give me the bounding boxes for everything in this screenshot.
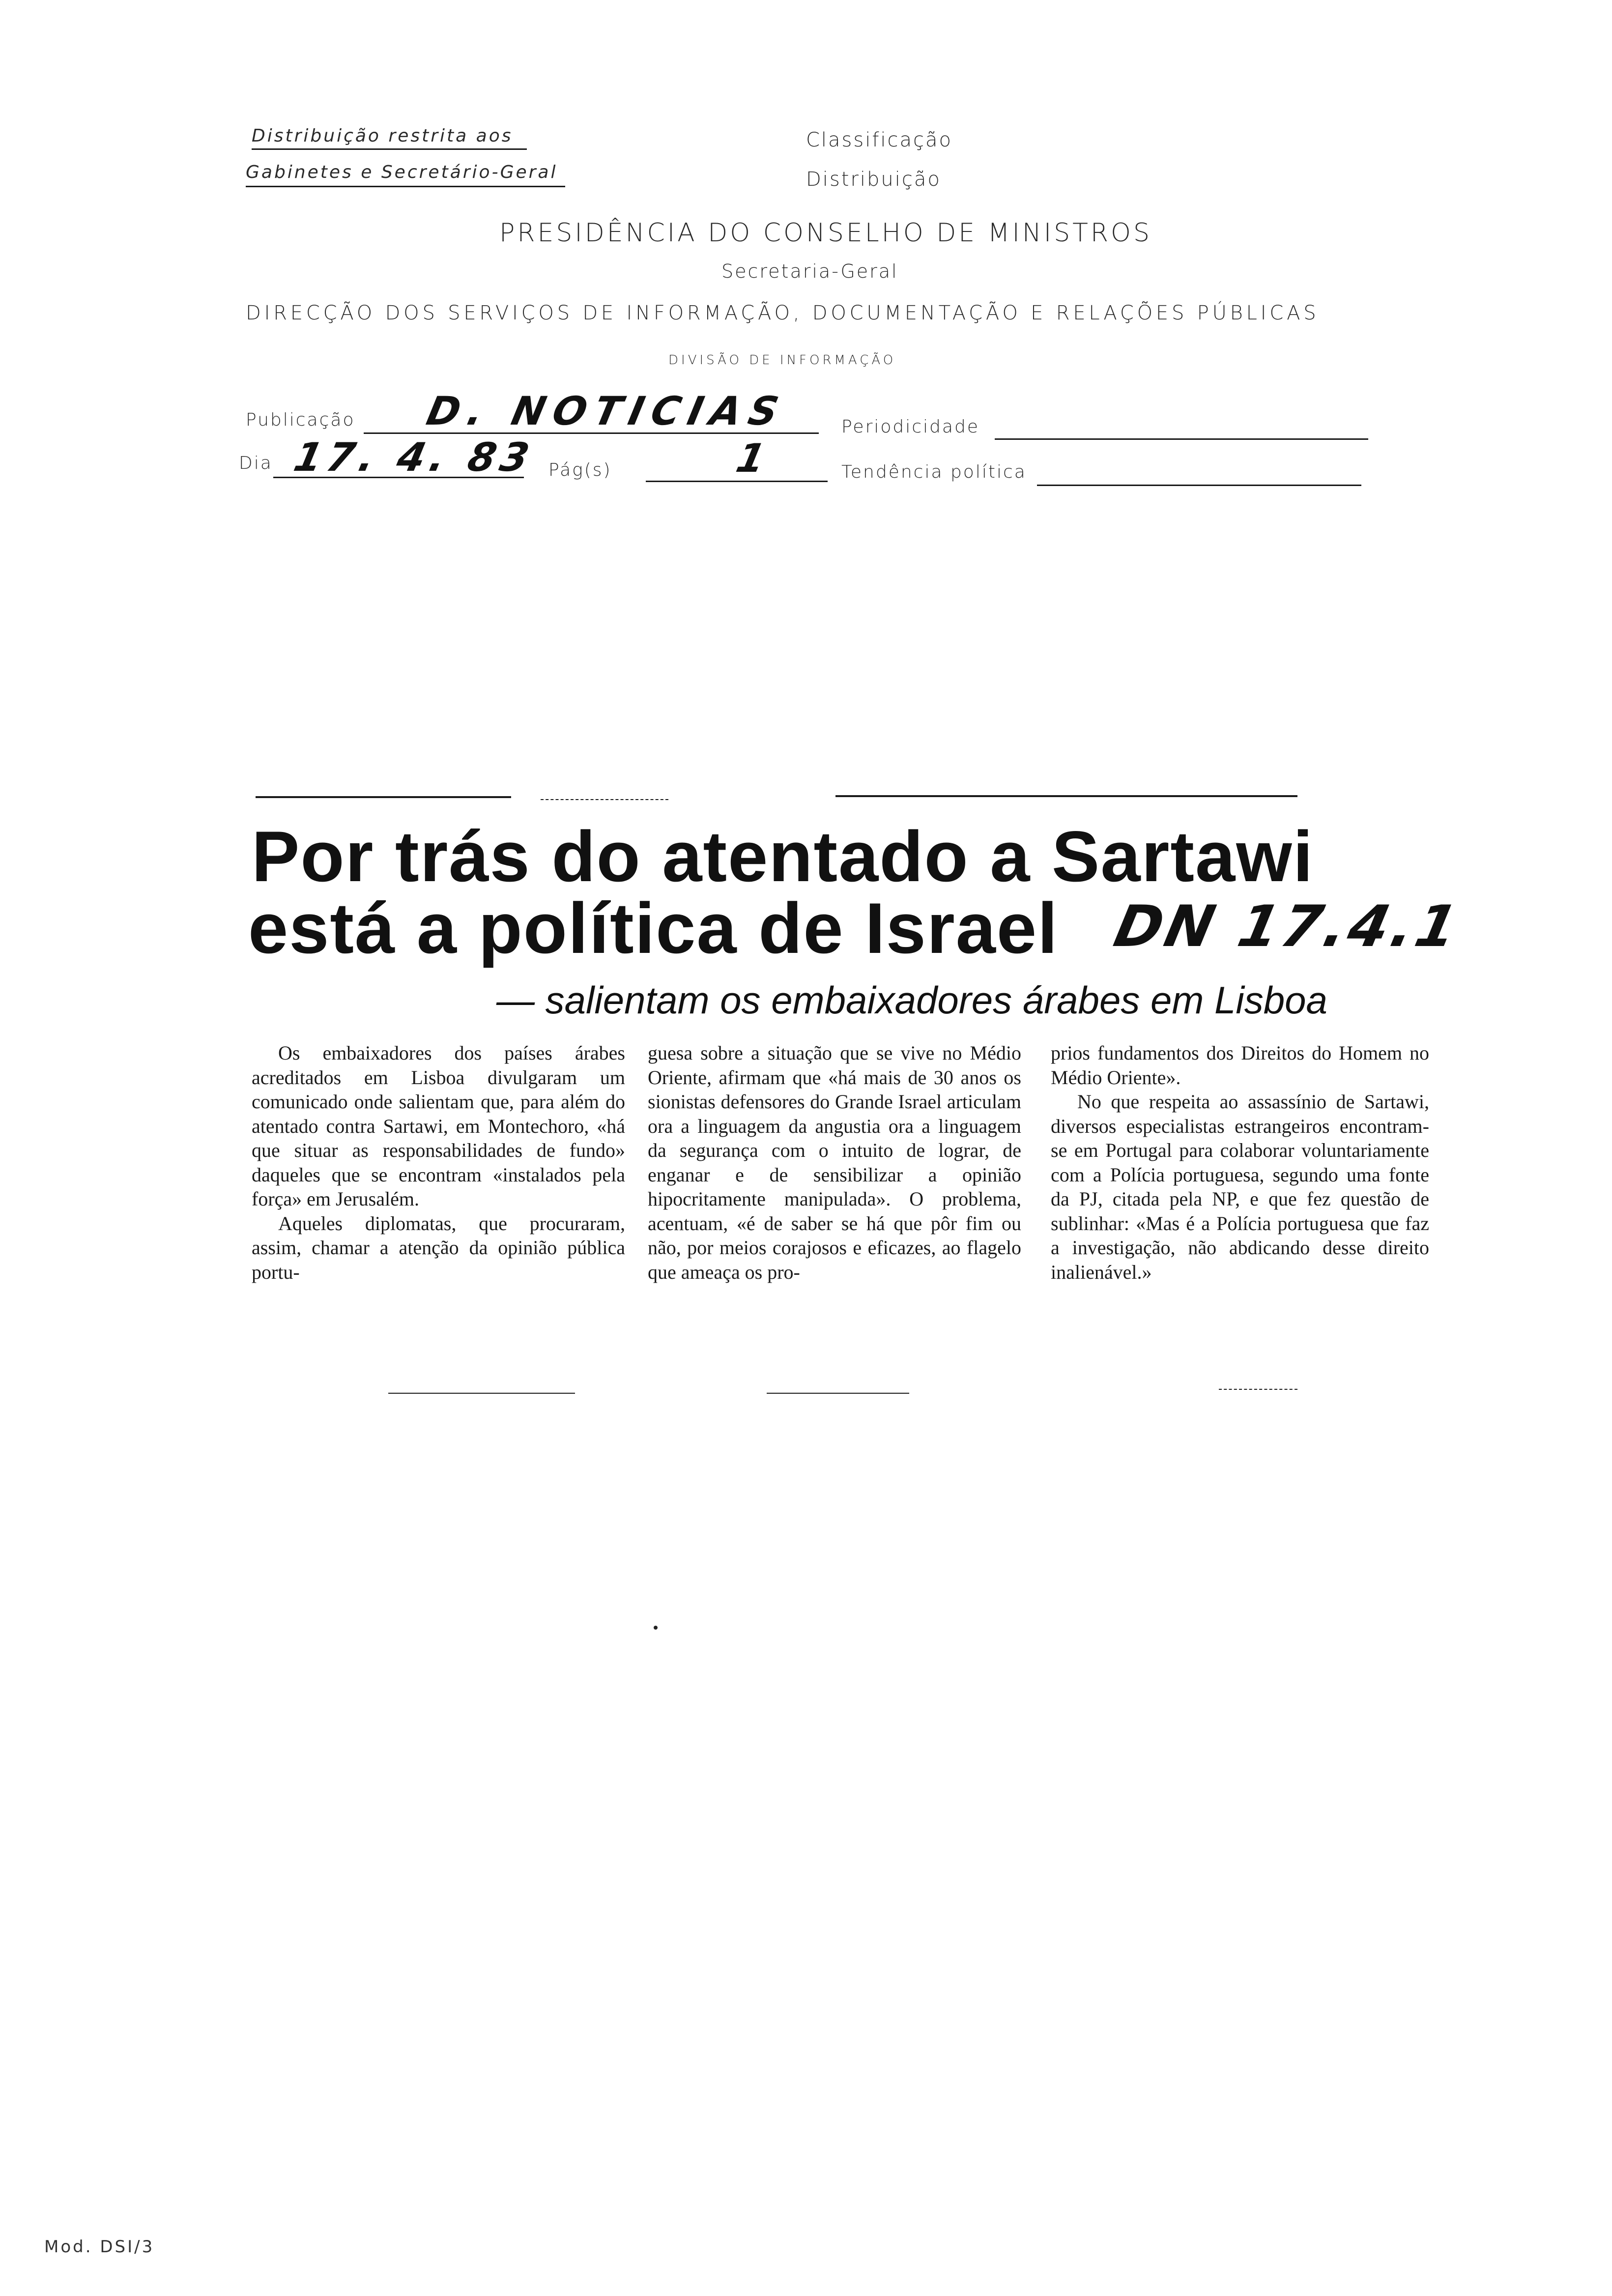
distribution-note-line1: Distribuição restrita aos	[252, 126, 513, 146]
distribuicao-label: Distribuição	[806, 168, 941, 191]
top-rule-right	[835, 795, 1297, 797]
column-2-paragraph-1: guesa sobre a situação que se vive no Médio Oriente, afirmam que «há mais de 30 anos os sionistas defensores do Grande Israel articulam ora a linguagem da angustia ora a linguagem da segurança com o intuito de lograr, de enganar e de sensibilizar a opinião hipocritamente manipulada». O problema, acentuam, «é de saber se há que pôr fim ou não, por meios corajosos e eficazes, ao flagelo que ameaça os pro-	[648, 1042, 1021, 1283]
scan-speck	[654, 1626, 658, 1630]
periodicidade-underline	[995, 438, 1368, 440]
presidencia-heading: PRESIDÊNCIA DO CONSELHO DE MINISTROS	[499, 218, 1152, 248]
publicacao-label: Publicação	[246, 410, 355, 430]
headline-line-2: está a política de Israel	[248, 888, 1059, 968]
headline-line-1: Por trás do atentado a Sartawi	[252, 816, 1314, 896]
classificacao-label: Classificação	[806, 129, 953, 151]
distribution-underline-1	[252, 148, 527, 150]
top-rule-left	[256, 796, 511, 798]
tendencia-underline	[1037, 485, 1361, 486]
publicacao-value: D. NOTICIAS	[423, 388, 790, 434]
distribution-note-line2: Gabinetes e Secretário-Geral	[246, 162, 558, 182]
article-column-1	[252, 1041, 625, 1284]
top-rule-faint	[541, 799, 668, 800]
pags-label: Pág(s)	[548, 460, 612, 480]
dia-value: 17. 4. 83	[290, 434, 538, 480]
form-code: Mod. DSI/3	[44, 2237, 155, 2257]
column-3-paragraph-2: No que respeita ao assassínio de Sartawi, diversos especialistas estrangeiros encontram-se em Portugal para colaborar voluntariamente com a Polícia portuguesa, segundo uma fonte da PJ, citada pela NP, e que fez questão de sublinhar: «Mas é a Polícia portuguesa que faz a investigação, não abdicando desse direito inalienável.»	[1051, 1091, 1429, 1283]
pags-value: 1	[732, 435, 777, 481]
pags-underline	[646, 481, 828, 482]
bottom-rule-2	[767, 1393, 909, 1394]
bottom-rule-3	[1219, 1389, 1297, 1390]
publicacao-underline	[364, 432, 819, 434]
column-3-paragraph-1: prios fundamentos dos Direitos do Homem no Médio Oriente».	[1051, 1042, 1429, 1089]
dia-underline	[273, 477, 524, 478]
direccao-heading: DIRECÇÃO DOS SERVIÇOS DE INFORMAÇÃO, DOCUMENTAÇÃO E RELAÇÕES PÚBLICAS	[246, 302, 1320, 324]
divisao-heading: DIVISÃO DE INFORMAÇÃO	[668, 353, 896, 368]
dia-label: Dia	[239, 453, 273, 473]
article-column-3	[1051, 1041, 1429, 1284]
bottom-rule-1	[388, 1393, 575, 1394]
tendencia-label: Tendência política	[841, 462, 1027, 482]
subheadline: — salientam os embaixadores árabes em Lisboa	[496, 978, 1327, 1022]
periodicidade-label: Periodicidade	[841, 417, 979, 437]
distribution-underline-2	[246, 186, 565, 187]
column-1-paragraph-2: Aqueles diplomatas, que procuraram, assim, chamar a atenção da opinião pública portu-	[252, 1212, 625, 1283]
secretaria-heading: Secretaria-Geral	[721, 260, 898, 282]
handwritten-date-note: DN 17.4.1	[1108, 893, 1467, 960]
article-column-2	[648, 1041, 1021, 1284]
column-1-paragraph-1: Os embaixadores dos países árabes acreditados em Lisboa divulgaram um comunicado onde salientam que, para além do atentado contra Sartawi, em Montechoro, «há que situar as responsabilidades de fundo» daqueles que se encontram «instalados pela força» em Jerusalém.	[252, 1042, 625, 1210]
